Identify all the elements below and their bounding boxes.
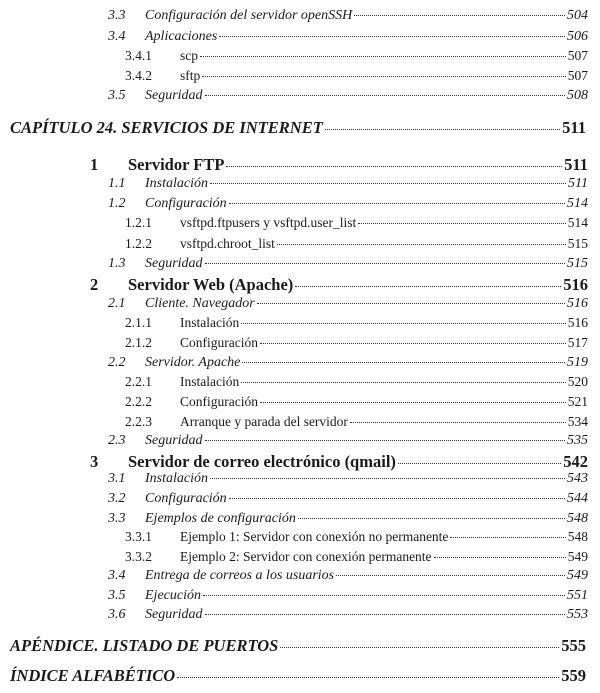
toc-entry xyxy=(0,374,600,390)
toc-entry-page: 516 xyxy=(567,315,588,330)
toc-entry-number: 1 xyxy=(90,155,99,174)
toc-entry-number: 1.2.2 xyxy=(125,236,152,251)
toc-entry-title: Instalación xyxy=(145,471,208,486)
toc-entry-title: Instalación xyxy=(180,374,240,389)
toc-entry xyxy=(0,549,600,565)
toc-entry-number: 1.2 xyxy=(108,196,126,211)
toc-entry-page: 511 xyxy=(564,155,588,174)
toc-entry-page: 543 xyxy=(567,471,588,486)
toc-entry-page: 515 xyxy=(567,236,588,251)
toc-entry-number: 2.2.1 xyxy=(125,374,152,389)
toc-entry-page: 511 xyxy=(568,176,588,191)
toc-entry-title: Seguridad xyxy=(145,433,203,448)
toc-entry-page: 542 xyxy=(563,452,588,471)
toc-entry-title: scp xyxy=(180,48,198,63)
toc-entry-number: 3.5 xyxy=(108,88,126,103)
toc-entry-number: 2.1.2 xyxy=(125,335,152,350)
toc-entry xyxy=(0,215,600,231)
toc-entry-title: CAPÍTULO 24. SERVICIOS DE INTERNET xyxy=(10,118,323,137)
dot-leader xyxy=(336,575,565,576)
toc-entry xyxy=(0,68,600,84)
toc-entry-number: 2.3 xyxy=(108,433,126,448)
toc-entry-page: 507 xyxy=(567,68,588,83)
toc-entry-number: 2.1.1 xyxy=(125,315,152,330)
toc-entry-number: 3.3 xyxy=(108,511,126,526)
toc-entry-title: Ejemplo 2: Servidor con conexión permanente xyxy=(180,549,432,564)
toc-entry xyxy=(0,118,600,138)
toc-entry-page: 507 xyxy=(567,48,588,63)
toc-entry xyxy=(0,529,600,545)
toc-entry-number: 2.1 xyxy=(108,296,126,311)
toc-entry xyxy=(0,511,600,527)
toc-entry xyxy=(0,636,600,656)
toc-entry-page: 553 xyxy=(567,607,588,622)
toc-entry-title: vsftpd.chroot_list xyxy=(180,236,275,251)
toc-entry xyxy=(0,568,600,584)
dot-leader xyxy=(398,463,561,464)
toc-entry-page: 535 xyxy=(567,433,588,448)
toc-entry-title: vsftpd.ftpusers y vsftpd.user_list xyxy=(180,215,357,230)
dot-leader xyxy=(205,263,565,264)
toc-entry-title: Configuración xyxy=(145,196,227,211)
toc-entry-number: 3.4 xyxy=(108,29,126,44)
toc-entry-number: 3.5 xyxy=(108,588,126,603)
toc-entry-page: 515 xyxy=(567,256,588,271)
toc-entry-title: APÉNDICE. LISTADO DE PUERTOS xyxy=(10,636,279,655)
toc-entry-number: 3.4.2 xyxy=(125,68,152,83)
dot-leader xyxy=(434,557,566,558)
toc-entry-page: 555 xyxy=(561,636,586,655)
toc-entry xyxy=(0,296,600,312)
dot-leader xyxy=(280,647,559,648)
dot-leader xyxy=(205,95,565,96)
toc-entry xyxy=(0,433,600,449)
toc-entry-number: 1.1 xyxy=(108,176,126,191)
toc-entry-number: 1.2.1 xyxy=(125,215,152,230)
toc-entry-number: 3.3.2 xyxy=(125,549,152,564)
toc-entry-title: Seguridad xyxy=(145,607,203,622)
toc-entry-page: 519 xyxy=(567,355,588,370)
toc-entry xyxy=(0,256,600,272)
toc-entry-number: 1.3 xyxy=(108,256,126,271)
toc-entry-page: 516 xyxy=(563,275,588,294)
dot-leader xyxy=(205,440,565,441)
toc-entry xyxy=(0,155,600,175)
toc-entry-title: Ejecución xyxy=(145,588,201,603)
toc-entry-title: Arranque y parada del servidor xyxy=(180,414,348,429)
toc-entry-number: 2.2.3 xyxy=(125,414,152,429)
toc-entry-page: 521 xyxy=(567,394,588,409)
toc-entry-page: 559 xyxy=(561,666,586,685)
toc-entry-number: 3.3.1 xyxy=(125,529,152,544)
toc-entry-title: Configuración xyxy=(145,491,227,506)
dot-leader xyxy=(257,303,565,304)
dot-leader xyxy=(177,677,559,678)
toc-entry-number: 3.6 xyxy=(108,607,126,622)
toc-entry-title: Instalación xyxy=(180,315,240,330)
toc-entry xyxy=(0,176,600,192)
dot-leader xyxy=(203,595,565,596)
toc-entry-page: 549 xyxy=(567,568,588,583)
toc-entry xyxy=(0,29,600,45)
toc-entry-title: Instalación xyxy=(145,176,208,191)
toc-entry xyxy=(0,452,600,472)
dot-leader xyxy=(241,382,566,383)
dot-leader xyxy=(241,323,566,324)
toc-entry-page: 504 xyxy=(567,8,588,23)
toc-entry xyxy=(0,394,600,410)
toc-entry xyxy=(0,236,600,252)
toc-entry xyxy=(0,471,600,487)
toc-entry xyxy=(0,48,600,64)
dot-leader xyxy=(298,518,565,519)
toc-entry-title: sftp xyxy=(180,68,201,83)
toc-entry xyxy=(0,315,600,331)
toc-entry-page: 514 xyxy=(567,196,588,211)
toc-entry-title: Ejemplos de configuración xyxy=(145,511,296,526)
toc-entry-title: Seguridad xyxy=(145,256,203,271)
dot-leader xyxy=(354,15,565,16)
dot-leader xyxy=(210,478,565,479)
dot-leader xyxy=(226,166,562,167)
dot-leader xyxy=(358,223,566,224)
toc-entry-page: 548 xyxy=(567,511,588,526)
toc-entry-title: Servidor. Apache xyxy=(145,355,241,370)
toc-entry-number: 2 xyxy=(90,275,99,294)
toc-entry-number: 3.4 xyxy=(108,568,126,583)
toc-entry-title: Ejemplo 1: Servidor con conexión no permanente xyxy=(180,529,449,544)
toc-entry-number: 2.2.2 xyxy=(125,394,152,409)
toc-entry-number: 3.2 xyxy=(108,491,126,506)
dot-leader xyxy=(350,422,566,423)
toc-entry-title: ÍNDICE ALFABÉTICO xyxy=(10,666,176,685)
toc-entry-number: 3.1 xyxy=(108,471,126,486)
dot-leader xyxy=(202,76,566,77)
dot-leader xyxy=(260,343,566,344)
toc-entry xyxy=(0,588,600,604)
toc-entry xyxy=(0,607,600,623)
toc-entry xyxy=(0,414,600,430)
dot-leader xyxy=(229,203,565,204)
toc-entry-page: 549 xyxy=(567,549,588,564)
toc-entry-page: 544 xyxy=(567,491,588,506)
toc-entry-page: 511 xyxy=(562,118,586,137)
toc-entry-title: Entrega de correos a los usuarios xyxy=(145,568,335,583)
toc-entry-title: Configuración xyxy=(180,335,258,350)
dot-leader xyxy=(205,614,565,615)
toc-entry-title: Configuración del servidor openSSH xyxy=(145,8,353,23)
toc-entry-title: Cliente. Navegador xyxy=(145,296,255,311)
dot-leader xyxy=(295,286,561,287)
toc-entry xyxy=(0,491,600,507)
dot-leader xyxy=(277,244,566,245)
toc-entry-page: 506 xyxy=(567,29,588,44)
toc-entry-page: 514 xyxy=(567,215,588,230)
toc-entry-title: Servidor FTP xyxy=(128,155,225,174)
toc-entry xyxy=(0,88,600,104)
toc-entry-title: Aplicaciones xyxy=(145,29,218,44)
toc-entry-page: 551 xyxy=(567,588,588,603)
toc-entry-page: 516 xyxy=(567,296,588,311)
dot-leader xyxy=(325,129,560,130)
toc-entry-title: Servidor Web (Apache) xyxy=(128,275,294,294)
toc-entry xyxy=(0,666,600,686)
toc-entry xyxy=(0,335,600,351)
toc-entry-page: 517 xyxy=(567,335,588,350)
toc-entry-page: 548 xyxy=(567,529,588,544)
toc-entry-title: Seguridad xyxy=(145,88,203,103)
toc-entry-number: 3 xyxy=(90,452,99,471)
toc-entry-page: 520 xyxy=(567,374,588,389)
dot-leader xyxy=(210,183,566,184)
dot-leader xyxy=(229,498,565,499)
dot-leader xyxy=(242,362,565,363)
dot-leader xyxy=(260,402,566,403)
toc-entry-title: Servidor de correo electrónico (qmail) xyxy=(128,452,396,471)
dot-leader xyxy=(219,36,565,37)
toc-entry-page: 508 xyxy=(567,88,588,103)
toc-entry xyxy=(0,8,600,24)
dot-leader xyxy=(450,537,565,538)
toc-entry-number: 3.4.1 xyxy=(125,48,152,63)
toc-entry-number: 2.2 xyxy=(108,355,126,370)
toc-entry xyxy=(0,196,600,212)
toc-entry-title: Configuración xyxy=(180,394,258,409)
dot-leader xyxy=(200,56,566,57)
toc-entry-page: 534 xyxy=(567,414,588,429)
toc-entry-number: 3.3 xyxy=(108,8,126,23)
toc-entry xyxy=(0,355,600,371)
toc-entry xyxy=(0,275,600,295)
